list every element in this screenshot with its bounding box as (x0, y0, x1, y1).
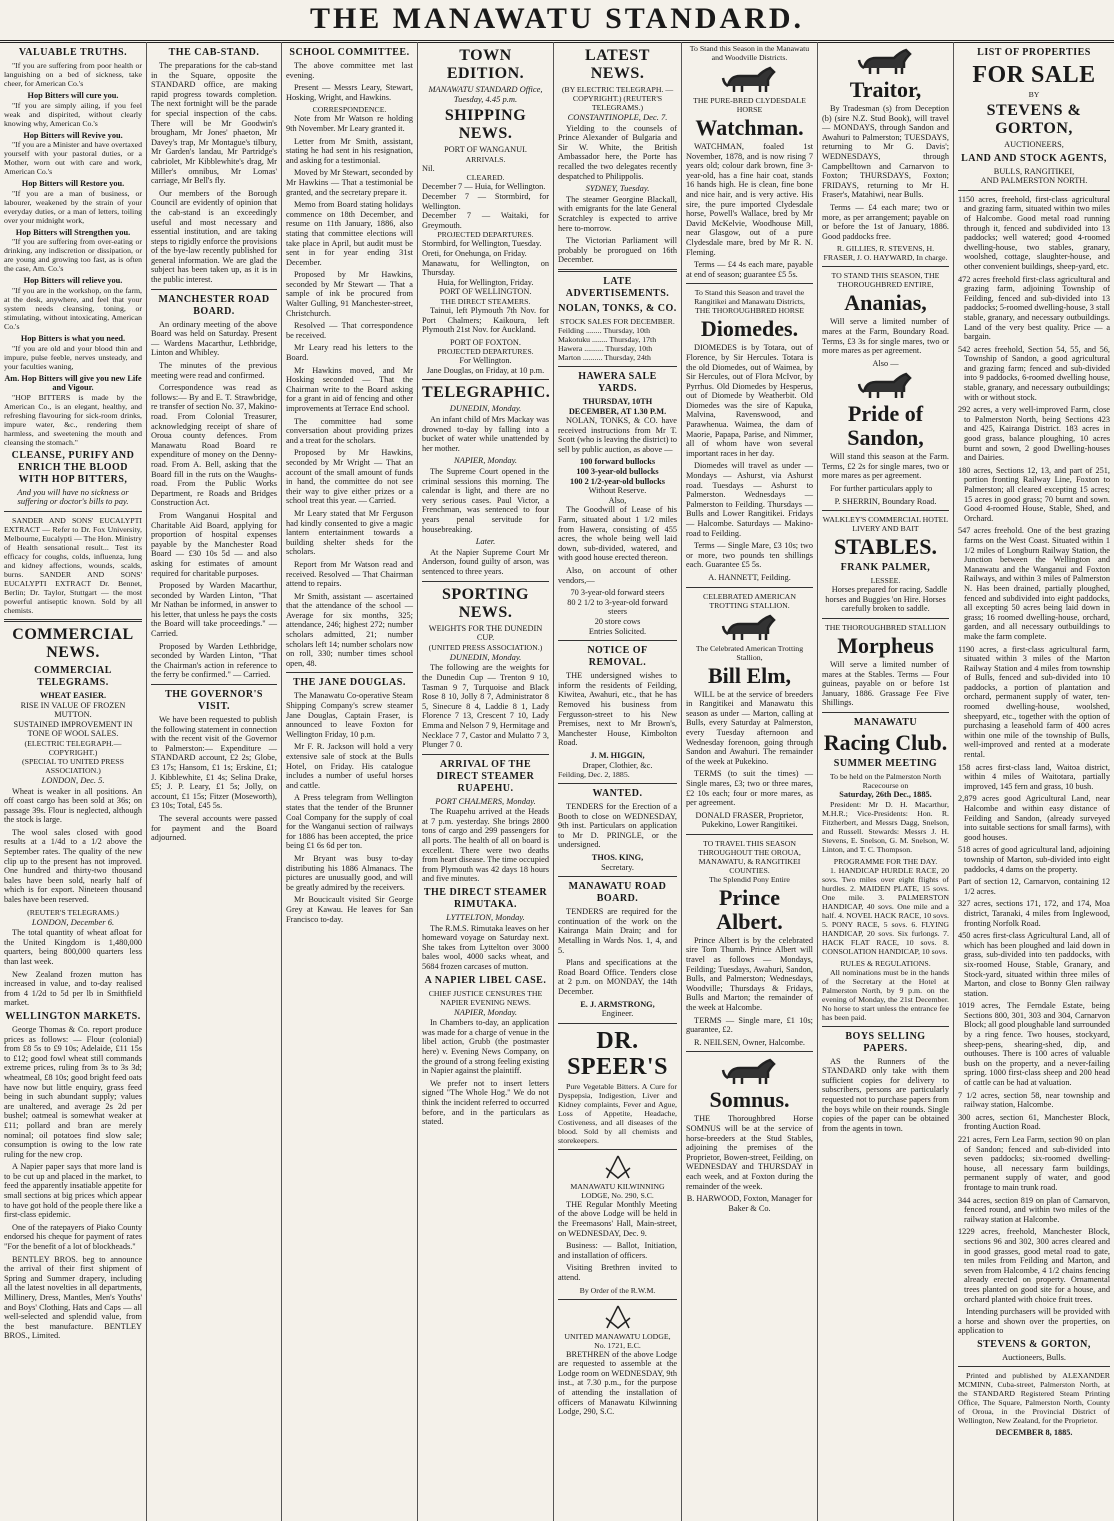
paragraph: Intending purchasers will be provided with a horse and shown over the properties, on application to (958, 1307, 1110, 1336)
horse-name-bill-elm: Bill Elm, (707, 662, 792, 688)
paragraph: Mr Bryant was busy to-day distributing his 1886 Almanacs. The pictures are unusually good, and will be greatly admired by the receivers. (286, 853, 413, 892)
paragraph: Letter from Mr Smith, assistant, stating he had sent in his resignation, and asking for a testimonial. (286, 136, 413, 165)
weights-dunedin-cup: WEIGHTS FOR THE DUNEDIN CUP. (428, 623, 543, 643)
paragraph: Prince Albert is by the celebrated sire Tom Thumb. Prince Albert will travel as follows — Mondays, Feilding; Tuesdays, Awahuri, Sandon, Bulls, and Palmerston; Wednesdays, Woodville; Thursdays & Fridays, Bulls and Marton; the remainder of the week at Halcombe. (686, 935, 813, 1013)
nil: Nil. (422, 163, 435, 173)
paragraph: TENDERS for the Erection of a Booth to close on WEDNESDAY, 9th inst. Particulars on application to Mr D. PRINGLE, or the undersigned. (558, 802, 677, 850)
lessee: LESSEE. (870, 576, 901, 586)
property-item: 1190 acres, a first-class agricultural farm, situated within 3 miles of the Marton Railway Station and 4 miles from township of Bulls, fenced and sub-divided into 10 paddocks, a portion of plantation and orchard, permanent supply of water, ten-roomed dwelling-house, woolshed, sheepyard, etc., together with the option of purchasing a leasehold farm of 400 acres within one mile of the township of Bulls, well-improved and rented at a moderate rental. (958, 644, 1110, 760)
column-3 (282, 42, 418, 1521)
property-item: 547 acres freehold. One of the best grazing farms on the West Coast. Situated within 1 1/2 miles of Longburn Railway Station, the Junction between the Wellington and Manawatu and the Wanganui and Foxton Railways, and within 3 miles of Palmerston N. Has been drained, partially ploughed, fenced and subdivided into eight paddocks, all excepting 50 acres being laid down in grass; 16 roomed dwelling-house, orchard, garden, and all necessary outbuildings to make the farm complete. (958, 526, 1110, 641)
cleared-3: December 7 — Waitaki, for Greymouth. (422, 211, 549, 230)
horse-icon (856, 370, 916, 400)
upa: (UNITED PRESS ASSOCIATION.) (428, 642, 543, 652)
dateline: LYTTELTON, Monday. (446, 912, 525, 923)
direct-steamers: THE DIRECT STEAMERS. (440, 296, 531, 306)
masonic-compass-icon (601, 1154, 635, 1180)
truth-heading: Am. Hop Bitters will give you new Life and Vigour. (4, 373, 142, 393)
signatories: R. GILLIES, R. STEVENS, H. FRASER, J. O. HAYWARD, In charge. (823, 244, 948, 263)
cleared-2: December 7 — Stormbird, for Wellington. (422, 191, 549, 211)
horse-name-morpheus: Morpheus (837, 633, 934, 659)
stevens-gorton: STEVENS & GORTON, (986, 102, 1082, 137)
heading-school-committee: SCHOOL COMMITTEE. (289, 47, 410, 58)
paragraph: TERMS — Single mare, £1 10s; guarantee, £2. (686, 1015, 813, 1035)
heading-manchester-road-board: MANCHESTER ROAD BOARD. (158, 293, 270, 317)
paragraph: Terms — £4 each mare; two or more, as per arrangement; payable on or before the 1st of January, 1886. Good paddocks free. (822, 202, 949, 241)
truth-text: "If you are suffering from over-eating or drinking, any indiscretion or dissipation, or are young and growing too fast, as is often the case, Am. Co.'s (4, 237, 142, 274)
by-order: By Order of the R.W.M. (579, 1285, 656, 1295)
clydesdale: THE PURE-BRED CLYDESDALE HORSE (693, 96, 806, 114)
property-item: 158 acres first-class land, Waitoa district, within 4 miles of Waitotara, partially improved, 145 fern and grass, 10 bush. (958, 762, 1110, 791)
dateline-london-2: LONDON, December 6. (31, 916, 115, 927)
property-item: 1229 acres, freehold, Manchester Block, sections 96 and 302, 300 acres cleared and in good grasses, good metal road to gate, ten miles from Feilding and Marton, and seven from Halcombe, 4 1/2 chains fencing already erected on property. Ornamental trees planted on good site for a house, and orchard planted with choice fruit trees. (958, 1227, 1110, 1304)
projected-departures: PROJECTED DEPARTURES. (437, 347, 534, 357)
paragraph: Visiting Brethren invited to attend. (558, 1263, 677, 1282)
horse-name-traitor: Traitor, (849, 77, 922, 102)
sherrin: P. SHERRIN, Boundary Road. (834, 496, 937, 506)
paragraph: Proposed by Warden Lethbridge, seconded by Warden Linton, "That the Chairman's action in reference to the ferry be confirmed." — Carried. (151, 641, 277, 680)
higgin-2: Draper, Clothier, &c. (582, 760, 653, 770)
hannet: A. HANNETT, Feilding. (708, 572, 791, 582)
paragraph: At the Napier Supreme Court Mr Anderson, found guilty of arson, was sentenced to three years. (422, 547, 549, 576)
paragraph: Mr Hawkins moved, and Mr Hosking seconded — That the Chairman write to the Board asking for a grant in aid of fencing and other improvements at Terrace End school. (286, 365, 413, 413)
column-4 (418, 42, 554, 1521)
paragraph: Business: — Ballot, Initiation, and installation of officers. (558, 1241, 677, 1260)
paragraph: Mr Smith, assistant — ascertained that the attendance of the school — Average for six months, 325; attendance, 246; highest 272; number scholars admitted, 21; number scholars left 14; number scholars now on roll, 330; number times school open, 48. (286, 591, 413, 668)
without-reserve: Without Reserve. (588, 486, 647, 496)
travel-season: TO TRAVEL THIS SEASON THROUGHOUT THE OROUA, MANAWATU, & RANGITIKEI COUNTIES. (698, 838, 801, 875)
dateline: CONSTANTINOPLE, Dec. 7. (567, 112, 668, 122)
bullocks: 100 forward bullocks (579, 457, 656, 467)
also: Also, (608, 495, 627, 505)
sustained-wool: SUSTAINED IMPROVEMENT IN TONE OF WOOL SALES. (13, 719, 133, 739)
heading-cleanse: CLEANSE, PURIFY AND ENRICH THE BLOOD WITH HOP BITTERS, (11, 449, 135, 485)
king: THOS. KING, (591, 853, 644, 863)
dateline: DUNEDIN, Monday. (449, 651, 522, 662)
paragraph: The Victorian Parliament will probably be prorogued on 16th December. (558, 236, 677, 265)
horse-icon (720, 64, 780, 94)
horse-name-prince-albert: Prince Albert. (716, 884, 783, 934)
steers: 70 3-year-old forward steers (570, 588, 665, 598)
palmerston: AND PALMERSTON NORTH. (980, 176, 1088, 186)
cleared: CLEARED. (466, 173, 505, 183)
paragraph: Tainui, left Plymouth 7th Nov. for Port Chalmers; Kaikoura, left Plymouth 21st Nov. for Auckland. (422, 305, 549, 335)
sale-line: Makotuku ........ Thursday, 17th (558, 334, 657, 344)
paragraph: The minutes of the previous meeting were read and confirmed. (151, 361, 277, 380)
sale-line: Marton .......... Thursday, 24th (558, 352, 651, 362)
property-item: 327 acres, sections 171, 172, and 174, Moa district, Taranaki, 4 miles from Inglewood, fronting Norfolk Road. (958, 899, 1110, 928)
paragraph: Plans and specifications at the Road Board Office. Tenders close at 2 p.m. on MONDAY, the 14th December. (558, 958, 677, 996)
property-item: Part of section 12, Carnarvon, containing 12 1/2 acres. (958, 877, 1110, 896)
frank-palmer: FRANK PALMER, (840, 562, 931, 574)
latest-sub: (BY ELECTRIC TELEGRAPH. — COPYRIGHT.) (REUTER'S TELEGRAMS.) (561, 85, 674, 112)
paragraph: The wool sales closed with good results at a 1/4d to a 1/2 above the September rates. The quality of the new clip up to the present has not improved. One hundred and thirty-two thousand bales have been sold, nearly half of which is for export. Nineteen thousand bales have been reserved. (4, 827, 142, 905)
paragraph: The total quantity of wheat afloat for the United Kingdom is 1,480,000 quarters, being 800,000 quarters less than last week. (4, 928, 142, 966)
heading-jane-douglas: THE JANE DOUGLAS. (293, 677, 406, 689)
paragraph: BENTLEY BROS. beg to announce the arrival of their first shipment of Spring and Summer drapery, including all the latest novelties in all departments, Millinery, Dress, Mantles, Men's Youths' and Boys' Clothing, Hats and Caps — all well-selected and splendid value, from the best manufacture. BENTLEY BROS., Limited. (4, 1254, 142, 1341)
heading-commercial-telegrams: COMMERCIAL TELEGRAMS. (34, 664, 112, 688)
truth-text: "If you are in the workshop, on the farm, at the desk, anywhere, and feel that your system needs cleansing, toning, or stimulating, without intoxicating, American Co.'s (4, 285, 142, 331)
truth-text: "If you are suffering from poor health or languishing on a bed of sickness, take cheer, for American Co.'s (4, 61, 142, 88)
held-on: To be held on the Palmerston North Racecourse on (829, 772, 942, 790)
heading-commercial-news: COMMERCIAL NEWS. (12, 625, 134, 661)
paragraph: Proposed by Warden Macarthur, seconded by Warden Linton, "That Mr Nathan be informed, in answer to his letter, that unless he pays the costs the Board will take proceedings." — Carried. (151, 581, 277, 639)
correspondence-label: CORRESPONDENCE. (312, 105, 387, 115)
property-item: 1150 acres, freehold, first-class agricultural and grazing farm, situated within two miles of Halcombe. Good metal road running through it, fenced and subdivided into 13 paddocks; well watered; good 4-roomed dwelling-house, two stables, granary, woolshed, cottage, slaughter-house, and other convenient buildings, sheep-yard, etc. (958, 194, 1110, 271)
celebrated: The Celebrated American Trotting Stallion, (695, 643, 804, 662)
property-item: 7 1/2 acres, section 58, near township and railway station, Halcombe. (958, 1090, 1110, 1110)
paragraph: WATCHMAN, foaled 1st November, 1878, and is now rising 7 years old; colour dark brown, fine 3-year-old, has a fine hair coat, stands 16 hands high. He is clean, fine bone and nice hair, and is very active. His sire, the pure imported Clydesdale horse, Powell's Wallace, bred by Mr David McKelvie, Woodhouse Mill, near Glasgow, out of a pure Clydesdale mare, bred by Mr R. N. Fleming. (686, 142, 813, 257)
stand-thoroughbred: TO STAND THIS SEASON, THE THOROUGHBRED ENTIRE, (831, 271, 940, 290)
paragraph: Also, on account of other vendors,— (558, 566, 677, 585)
stevens-gorton-footer: STEVENS & GORTON, (977, 1338, 1091, 1350)
paragraph: TERMS (to suit the times) — Single mares, £3; two or three mares, £2 10s each; four or more mares, as per agreement. (686, 769, 813, 808)
port-wanganui: PORT OF WANGANUI. (444, 145, 527, 155)
heading-cab-stand: THE CAB-STAND. (168, 47, 260, 58)
truth-heading: Hop Bitters will Revive you. (23, 130, 123, 140)
dateline: DUNEDIN, Monday. (449, 403, 522, 414)
paragraph: Diomedes will travel as under — Mondays — Ashurst, via Ashurst road. Tuesdays — Ashurst to Palmerston. Wednesdays — Palmerston to Feilding. Thursdays — Bulls and Lower Rangitikei. Fridays — Halcombe. Saturdays — Makino-road to Feilding. (686, 461, 813, 538)
cleared-1: December 7 — Huia, for Wellington. (422, 182, 546, 192)
heading-rimutaka: THE DIRECT STEAMER RIMUTAKA. (423, 887, 548, 911)
horse-name-diomedes: Diomedes. (700, 316, 799, 342)
proj-2: Oreti, for Onehunga, on Friday. (422, 248, 527, 258)
truth-heading: Hop Bitters will relieve you. (23, 276, 123, 286)
heading-governors-visit: THE GOVERNOR'S VISIT. (165, 689, 263, 713)
paragraph: For further particulars apply to (830, 484, 933, 494)
heading-wellington-markets: WELLINGTON MARKETS. (5, 1010, 141, 1022)
special-upa: (SPECIAL TO UNITED PRESS ASSOCIATION.) (22, 756, 124, 775)
paragraph: Proposed by Mr Hawkins, seconded by Mr Wright — That an account of the small amount of funds in hand, the committee do not see their way to give either prizes or a school treat this year. — Carried. (286, 448, 413, 506)
property-list (958, 195, 1110, 1304)
office-date: MANAWATU STANDARD Office, Tuesday, 4.45 p.m. (428, 84, 543, 104)
truth-heading: Hop Bitters is what you need. (20, 333, 126, 343)
paragraph: From Wanganui Hospital and Charitable Aid Board, applying for proportion of hospital expenses payable by the Manchester Road Board — £30 10s 5d — and also asking for estimates of amount required for charitable purposes. (151, 510, 277, 578)
higgin: J. M. HIGGIN, (590, 750, 645, 760)
paragraph: Present — Messrs Leary, Stewart, Hosking, Wright, and Hawkins. (286, 83, 413, 102)
paragraph: TENDERS are required for the continuation of the work on the Kairanga Main Drain; and for Metalling in Wards Nos. 1, 4, and 5. (558, 907, 677, 955)
property-item: 450 acres first-class Agricultural Land, all of which has been ploughed and laid down in grass, sub-divided into ten paddocks, with six-roomed House, Stable, Granary, and Stock-yard, situated within three miles of Marton, and close to Bonny Glen railway station. (958, 931, 1110, 998)
paragraph: The above committee met last evening. (286, 61, 413, 80)
property-item: 2,879 acres good Agricultural Land, near Halcombe and within easy distance of Feilding and Sandon, (already surveyed into suitable sections for small farms), with good houses. (958, 794, 1110, 842)
steers: 80 2 1/2 to 3-year-old forward steers (567, 597, 668, 617)
paragraph: The Supreme Court opened in the criminal sessions this morning. The calendar is light, and there are no very serious cases. Paul Victor, a Frenchman, was sentenced to four years penal servitude for housebreaking. (422, 467, 549, 534)
kilwinning-lodge: MANAWATU KILWINNING LODGE, No. 290, S.C. (570, 1181, 665, 1200)
horse-icon (720, 612, 780, 642)
paragraph: President: Mr D. H. Macarthur, M.H.R.; Vice-Presidents: Hon. R. Fitzherbert, and Messrs Dagg, Snelson, and Russell. Stewards: Messrs J. H. Stevens, E. Snelson, G. M. Snelson, W. Linton, and T. C. Thompson. (822, 799, 949, 854)
cows: 20 store cows (594, 616, 641, 626)
wanted: WANTED. (592, 788, 643, 800)
paragraph: In Chambers to-day, an application was made for a charge of venue in the libel action, Grubb (the postmaster here) v. Evening News Company, on the ground of a strong feeling existing in Napier against the plaintiff. (422, 1018, 549, 1076)
property-item: 542 acres freehold, Section 54, 55, and 56, Township of Sandon, a good agricultural and grazing farm; fenced and sub-divided into 9 paddocks, 6-roomed dwelling house, stable, granary, and necessary outbuildings; with or without stock. (958, 344, 1110, 402)
heading-arrival-ruapehu: ARRIVAL OF THE DIRECT STEAMER RUAPEHU. (436, 758, 535, 794)
dateline: PORT CHALMERS, Monday. (435, 795, 536, 806)
wheat-easier: WHEAT EASIER. (39, 690, 107, 700)
horse-name-somnus: Somnus. (709, 1087, 790, 1113)
paragraph: Our members of the Borough Council are evidently of opinion that the cab-stand is an exceedingly useful and most necessary and essential institution, and are taking steps to rigidly enforce the provisions of the bye-law recently published for general information. We are glad the subject has been taken up, as it is in the public interest. (151, 188, 277, 285)
proj-1: Stormbird, for Wellington, Tuesday. (422, 239, 542, 249)
entries-solicited: Entries Solicited. (588, 626, 647, 636)
paragraph: Moved by Mr Stewart, seconded by Mr Hawkins — That a testimonial be granted, and the secretary prepare it. (286, 168, 413, 197)
property-item: 1019 acres, The Ferndale Estate, being Sections 800, 301, 303 and 304, Carnarvon Block; all good ploughable land surrounded by a ring fence. Two houses, stockyard, sheep-pens, shearing-shed, dip, and outhouses. There is 100 acres of valuable bush on the property, and a never-failing spring. 1000 first-class sheep and 200 head of cattle can be had at valuation. (958, 1001, 1110, 1088)
paragraph: THE Thoroughbred Horse SOMNUS will be at the service of horse-breeders at the Stud Stables, adjoining the premises of the Proprietor, Bowen-street, Feilding, on WEDNESDAY and THURSDAY in each week, and at Foxton during the remainder of the week. (686, 1114, 813, 1191)
horse-name-ananias: Ananias, (844, 290, 927, 316)
sander-ad: SANDER AND SONS' EUCALYPTI EXTRACT — Refer to Dr. Fox University, Melbourne, Eucalypti — The Hon. Ministry of Health sensational result... Test its efficacy for coughs, colds, influenza, lung and kidney affections, wounds, scalds, burns. SANDER AND SONS' EUCALYPTI EXTRACT Dr. Bennet, Berlin; Dr. Taylor, Stuttgart — the most powerful antiseptic known. Sold by all chemists. (4, 515, 142, 615)
paragraph: Mr Boucicault visited Sir George Grey at Kawau. He leaves for San Francisco to-day. (286, 895, 413, 924)
horse-icon (856, 46, 916, 76)
paragraph: A Press telegram from Wellington states that the tender of the Brunner Coal Company for the supply of coal for the Wanganui section of railways for 1886 has been accepted, the price being £1 6s 6d per ton. (286, 793, 413, 851)
truth-text: "If you are a man of business, or labourer, weakened by the strain of your everyday duties, or a man of letters, toiling over your midnight work, (4, 188, 142, 225)
stock-sales: STOCK SALES FOR DECEMBER. (560, 316, 675, 326)
auctioneers: AUCTIONEERS, (1004, 140, 1064, 149)
jane-douglas-departure: Jane Douglas, on Friday, at 10 p.m. (426, 365, 545, 375)
dateline: SYDNEY, Tuesday. (585, 183, 650, 194)
heading-shipping-news: SHIPPING NEWS. (444, 107, 527, 143)
heading-late-ads: LATE ADVERTISEMENTS. (565, 275, 670, 299)
paragraph: Mr Leary stated that Mr Ferguson had kindly consented to give a magic lantern entertainment towards a building shelter sheds for the scholars. (286, 508, 413, 557)
paragraph: Report from Mr Watson read and received. Resolved — That Chairman attend to repairs. (286, 559, 413, 589)
horse-name-watchman: Watchman. (695, 115, 804, 140)
cleanse-sub: And you will have no sickness or suffering or doctor's bills to pay. (17, 486, 129, 507)
sale-line: Feilding ........ Thursday, 10th (558, 325, 651, 335)
column-1 (0, 42, 147, 1521)
stables-title: STABLES. (834, 534, 937, 560)
truth-heading: Hop Bitters will cure you. (27, 91, 119, 100)
dr-speers-text: Pure Vegetable Bitters. A Cure for Dyspepsia, Indigestion, Liver and Kidney complaints, Fever and Ague, Loss of Appetite, Headache, Costiveness, and all diseases of the blood. Sold by all chemists and storekeepers. (558, 1081, 677, 1145)
paragraph: The following are the weights for the Dunedin Cup — Trenton 9 10, Tasman 9 7, Turquoise and Black Rose 8 10, Jolly 8 7, Administrator 8 5, Sinecure 8 4, Laddie 8 1, Lady Florence 7 13, Crescent 7 10, Lady Emma and Nelson 7 9, Hermitage and Necklace 7 7, Castor and Mulatto 7 3, Plunger 7 0. (422, 663, 549, 750)
truth-text: "If you are old and your blood thin and impure, pulse feeble, nerves unsteady, and your faculties waning, (4, 343, 142, 371)
truth-text: "If you are a Minister and have overtaxed yourself with your pastoral duties, or a Mother, worn out with care and work, American Co.'s (4, 140, 142, 177)
stand-diomedes: To Stand this Season and travel the Rangitikei and Manawatu Districts, THE THOROUGHBRED HORSE (694, 288, 805, 316)
truth-text: "If you are simply ailing, if you feel weak and dispirited, without clearly knowing why, American Co.'s (4, 100, 142, 128)
paragraph: The Goodwill of Lease of his Farm, situated about 1 1/2 miles from Hawera, consisting of 455 acres, the whole being well laid down, sub-divided, watered, and with good house erected thereon. (558, 505, 677, 563)
projected: PROJECTED DEPARTURES. (437, 230, 534, 240)
thursday-date: THURSDAY, 10TH DECEMBER, AT 1.30 P.M. (568, 396, 667, 416)
dateline-london-1: LONDON, Dec. 5. (41, 774, 105, 785)
stand-season: To Stand this Season in the Manawatu and Woodville Districts. (689, 44, 810, 62)
rise-frozen-mutton: RISE IN VALUE OF FROZEN MUTTON. (20, 700, 126, 720)
property-item: 344 acres, section 819 on plan of Carnarvon, fenced round, and within two miles of the railway station at Halcombe. (958, 1195, 1110, 1224)
property-item: 472 acres freehold first-class agricultural and grazing farm, adjoining Township of Feilding, fenced and sub-divided into 13 paddocks; 5-roomed dwelling-house, 3 stall stable, granary, and necessary outbuildings. Land of the very best quality. Price — a bargain. (958, 274, 1110, 342)
heading-notice-removal: NOTICE OF REMOVAL. (587, 645, 648, 669)
paragraph: We have been requested to publish the following statement in connection with the recent visit of the Governor to Palmerston:— Expenditure — STANDARD account, £2 2s; Globe, £3 17s; Hansom, £1 1s; Erskine, £1; J. Kibblewhite, £1 4s; Selina Drake, £5; J. P. Leary, £1 5s; Jolly, on account, £1 15s; Fitzer (Moseworth), £3 10s; Total, £45 5s. (151, 715, 277, 811)
racing-club: Racing Club. (823, 730, 948, 755)
property-item: 180 acres, Sections 12, 13, and part of 251, portion fronting Railway Line, Foxton to Palmerston; all cleared excepting 15 acres; 15 acres in good grass; 70 burnt and sown. Good 4-roomed House, Stable, Shed, and Orchard. (958, 465, 1110, 523)
paragraph: THE Regular Monthly Meeting of the above Lodge will be held in the Freemasons' Hall, Main-street, on WEDNESDAY, Dec. 9. (558, 1199, 677, 1238)
paragraph: The preparations for the cab-stand in the Square, opposite the STANDARD office, are making rapid progress towards completion. The next fortnight will be the parade for special inspection of the cabs. There will be Mr Goodwin's brougham, Mr Jones' phaeton, Mr Davey's trap, Mr Montague's tilbury, Mr Garden's landau, Mr Partridge's cabriolet, Mr Kibblewhite's drag, Mr Miller's omnibus, Mr Lomas' carriage, Mr Bell's fly. (151, 61, 277, 186)
paragraph: Proposed by Mr Hawkins, seconded by Mr Stewart — That a sample of ink be procured from Walter Gulling, 91 Manchester-street, Christchurch. (286, 270, 413, 318)
sale-line: Hawera .......... Thursday, 10th (558, 343, 653, 353)
chief-justice: CHIEF JUSTICE CENSURES THE NAPIER EVENING NEWS. (428, 988, 543, 1007)
heading-valuable-truths: VALUABLE TRUTHS. (18, 47, 128, 58)
paragraph: THE undersigned wishes to inform the residents of Feilding, Kiwitea, Awahuri, etc., that he has Removed his business from Fergusson-street to his New Premises, next to Mr Brown's, Manchester House, Kimbolton Road. (558, 671, 677, 748)
auctioneers-bulls: Auctioneers, Bulls. (1002, 1352, 1066, 1362)
paragraph: Terms — £4 4s each mare, payable at end of season; guarantee £5 5s. (686, 260, 813, 279)
dateline: NAPIER, Monday. (453, 455, 518, 466)
paragraph: NOLAN, TONKS, & CO. have received instructions from Mr T. Scott (who is leaving the district) to sell by public auction, as above — (558, 416, 677, 454)
property-item: 518 acres of good agricultural land, adjoining township of Marton, sub-divided into eight paddocks, 4 dams on the property. (958, 845, 1110, 874)
paragraph: The several accounts were passed for payment and the Board adjourned. (151, 813, 277, 843)
armstrong: E. J. ARMSTRONG, (580, 999, 655, 1009)
paragraph: George Thomas & Co. report produce prices as follows: — Flour (colonial) from £8 5s to £9 10s; Adelaide, £11 15s to £12; good fowl wheat still commands extreme prices, ruling from 3s to 3s 3d; wheatmeal, £8 10s; good bright feed oats have now but little enquiry, grass feed being in such abundant supply; values are unaltered, and average 2s 2d per bushel; oatmeal is somewhat weaker at £11; pollard and bran are merely nominal; oil potatoes find slow sale; consumption is owing to the low rate ruling for the new crop. (4, 1024, 142, 1159)
paragraph: BRETHREN of the above Lodge are requested to assemble at the Lodge room on WEDNESDAY, 9th inst., at 7.30 p.m., for the purpose of attending the installation of officers of Manawatu Kilwinning Lodge, 290, S.C. (558, 1349, 677, 1417)
also: Also — (872, 358, 899, 368)
paragraph: Will stand this season at the Farm. Terms, £2 2s for single mares, two or more mares as per agreement. (822, 452, 949, 481)
electric-telegraph: (ELECTRIC TELEGRAPH.—COPYRIGHT.) (24, 738, 122, 757)
paragraph: The steamer Georgine Blackall, with emigrants for the late General Scratchley is expected to arrive here to-morrow. (558, 194, 677, 233)
property-item: 292 acres, a very well-improved Farm, close to Palmerston North, being Sections 423 and 425, Kairanga District. 183 acres in good grass, balance ploughing, 10 acres burnt and sown, 2 good Dwelling-houses and Dairies. (958, 405, 1110, 463)
programme: PROGRAMME FOR THE DAY. (833, 856, 938, 866)
paragraph: Will serve a limited number of mares at the Farm, Boundary Road. Terms, £3 3s for single mares, two or more mares as per agreement. (822, 317, 949, 356)
truth-heading: Hop Bitters will Restore you. (21, 179, 125, 189)
king-sec: Secretary. (601, 862, 634, 872)
manawatu: MANAWATU (853, 717, 918, 728)
imprint: Printed and published by ALEXANDER MCMINN, Cuba-street, Palmerston North, at the STANDARD Registered Steam Printing Office, The Square, Palmerston North, County of Oroua, in the Provincial District of Wellington, New Zealand, for the Proprietor. (958, 1371, 1110, 1426)
proj-4: Huia, for Wellington, Friday. (437, 277, 534, 287)
paragraph: Correspondence was read as follows:— By and E. T. Strawbridge, re transfer of section No. 37, Makino-road. From Colonial Treasurer, acknowledging receipt of share of Oroua county defences. From Manawatu Road Board re expenditure of money on the Denny-road. From A. Bell, asking that the Board fill in the ruts on the Waughs-road. From the Public Works Department, re Roads and Bridges Construction Act. (151, 383, 277, 508)
paragraph: The committee had some conversation about providing prizes and a treat for the scholars. (286, 416, 413, 445)
masonic-compass-icon (601, 1304, 635, 1330)
race-date: Saturday, 26th Dec., 1885. (839, 790, 932, 799)
paragraph: An ordinary meeting of the above Board was held on Saturday. Present — Wardens Macarthur, Lethbridge, Linton and Whibley. (151, 319, 277, 358)
harwood: B. HARWOOD, Foxton, Manager for Baker & Co. (686, 1194, 813, 1213)
united-lodge: UNITED MANAWATU LODGE, No. 1721, E.C. (564, 1331, 671, 1350)
paragraph: Resolved — That correspondence be received. (286, 321, 413, 340)
higgin-3: Feilding, Dec. 2, 1885. (558, 770, 630, 780)
column-8 (954, 42, 1114, 1521)
reuter: (REUTER'S TELEGRAMS.) (27, 907, 119, 917)
summer-meeting: SUMMER MEETING (833, 758, 938, 769)
paragraph: WILL be at the service of breeders in Rangitikei and Manawatu this season as under — Marton, calling at Bulls, every Saturday at Palmerston, every Tuesday afternoon and Wednesday forenoon, going through Sandon and Awahuri. The remainder of the week at Pukekino. (686, 689, 813, 766)
heading-manawatu-road-board: MANAWATU ROAD BOARD. (568, 881, 667, 905)
paragraph: 1. HANDICAP HURDLE RACE, 20 sovs. Two miles over eight flights of hurdles. 2. MAIDEN PLATE, 15 sovs. One mile. 3. PALMERSTON HANDICAP, 40 sovs. One mile and a half. 4. NOVEL HACK RACE, 10 sovs. 5. PONY RACE, 5 sovs. 6. FLYING HANDICAP, 20 sovs. Six furlongs. 7. HACK FLAT RACE, 10 sovs. 8. CONSOLATION HANDICAP, 10 sovs. (822, 865, 949, 956)
column-5 (554, 42, 682, 1521)
heading-sporting-news: SPORTING NEWS. (441, 585, 529, 621)
heading-latest-news: LATEST NEWS. (585, 47, 650, 82)
paragraph: Mr Leary read his letters to the Board. (286, 343, 413, 363)
heading-telegraphic: TELEGRAPHIC. (422, 384, 551, 402)
for-sale: FOR SALE (972, 62, 1096, 88)
later: Later. (475, 536, 496, 547)
for-wellington: For Wellington. (459, 356, 512, 366)
list-of-properties: LIST OF PROPERTIES (977, 47, 1091, 58)
property-item: 221 acres, Fern Lea Farm, section 90 on plan of Sandon; fenced and sub-divided into seven paddocks; six-roomed dwelling-house, all necessary farm buildings, permanent supply of water, and good frontage to main trunk road. (958, 1135, 1110, 1192)
truth-text: "HOP BITTERS is made by the American Co., is an elegant, healthy, and refreshing flavouring for sick-room drinks, impure water, &c., rendering them harmless, and sweetening the mouth and cleansing the stomach." (4, 392, 142, 447)
neilsen: R. NEILSEN, Owner, Halcombe. (694, 1037, 805, 1047)
paragraph: DIOMEDES is by Totara, out of Florence, by Sir Hercules. Totara is the old Diomedes, out of Waimea, by Sir Hercules, out of Flora McIvor, by Pyrrhus. Old Diomedes by Hesperus, out of Diomede by Weatherbit. Old Diomedes was the sire of Kapuka, Malvina, Ravenswood, and Parawhenua. Waimea, the dam of Maorie, Papapa, Parise, and Nimmer, all of whom have won several important races in her day. (686, 343, 813, 458)
column-2 (147, 42, 282, 1521)
port-wellington: PORT OF WELLINGTON. (439, 287, 532, 297)
truth-heading: Hop Bitters will Strengthen you. (15, 227, 131, 237)
paragraph: An infant child of Mrs Mackay was drowned to-day by falling into a bucket of water while unattended by her mother. (422, 415, 549, 453)
hawera-sale-yards: HAWERA SALE YARDS. (578, 370, 657, 394)
paragraph: Horses prepared for racing. Saddle horses and Buggies 'on Hire. Horses carefully broken to saddle. (825, 585, 948, 614)
nolan-tonks: NOLAN, TONKS, & CO. (558, 302, 677, 314)
heading-town-edition: TOWN EDITION. (446, 47, 525, 82)
paragraph: AS the Runners of the STANDARD only take with them sufficient copies for delivery to subscribers, persons are particularly requested not to purchase papers from the boys while on their rounds. Single copies of the paper can be obtained from the agents in town. (822, 1056, 949, 1133)
paragraph: Mr F. R. Jackson will hold a very extensive sale of stock at the Bulls Hotel, on Friday. His catalogue includes a number of useful horses and cattle. (286, 742, 413, 790)
by: BY (1028, 90, 1040, 99)
engineer: Engineer. (601, 1009, 634, 1019)
paragraph: New Zealand frozen mutton has increased in value, and to-day realised from 4 1/2d to 5d per lb in Smithfield market. (4, 969, 142, 1008)
proj-3: Manawatu, for Wellington, on Thursday. (422, 258, 549, 278)
paragraph: Terms — Single Mare, £3 10s; two or more, two pounds ten shillings each. Guarantee £5 5s. (686, 541, 813, 570)
paragraph: A Napier paper says that more land is to be cut up and placed in the market, to feed the apparently insatiable appetite for small sections at big prices which appear to have got hold of the people there like a first-class epidemic. (4, 1162, 143, 1220)
stallion: THE THOROUGHBRED STALLION (825, 623, 946, 633)
boys-selling: BOYS SELLING PAPERS. (845, 1030, 926, 1054)
bullocks: 100 3-year-old bullocks (576, 467, 659, 477)
column-6 (682, 42, 818, 1521)
land-stock-agents: LAND AND STOCK AGENTS, (961, 152, 1107, 164)
dateline: NAPIER, Monday. (453, 1006, 518, 1017)
paragraph: Memo from Board stating holidays commence on 18th December, and resume on 11th January, 1886, also stating that committee elections will take place in April, but audit must be sent in for year ending 31st December. (286, 200, 413, 267)
paragraph: One of the ratepayers of Piako County endorsed his cheque for payment of rates "For the benefit of a lot of blockheads." (4, 1222, 142, 1252)
truths-list (4, 61, 142, 447)
masthead (0, 0, 1114, 43)
property-item: 300 acres, section 61, Manchester Block, fronting Auction Road. (958, 1112, 1110, 1132)
american-trotting: CELEBRATED AMERICAN TROTTING STALLION. (703, 591, 796, 610)
rules: RULES & REGULATIONS. (840, 958, 931, 968)
paragraph: Yielding to the counsels of Prince Alexander of Bulgaria and Sir W. White, the British Ambassador here, the Porte has recalled the two delegates recently despatched to Philippolis. (558, 123, 677, 181)
port-foxton: PORT OF FOXTON. (450, 337, 521, 347)
bullocks: 100 2 1/2-year-old bullocks (570, 476, 665, 486)
fraser: DONALD FRASER, Proprietor, Pukekino, Lower Rangitikei. (695, 810, 804, 830)
horse-icon (720, 1056, 780, 1086)
paragraph: Wheat is weaker in all positions. An off coast cargo has been sold at 36s; on passage 39s. Flour is neglected, although the stock is large. (4, 786, 142, 825)
bulls: BULLS, RANGITIKEI, (993, 166, 1075, 176)
paragraph: We prefer not to insert letters signed "The Whole Hog." We do not think the incident referred to occurred before, and in the particulars as stated. (422, 1078, 549, 1127)
paragraph: The R.M.S. Rimutaka leaves on her homeward voyage on Saturday next. She takes from Lyttelton over 3000 bales wool, 4000 sacks wheat, and 5684 frozen carcases of mutton. (422, 923, 549, 971)
paragraph: All nominations must be in the hands of the Secretary at the Hotel at Palmerston North, by 9 p.m. on the evening of Monday, the 21st December. No horse to start unless the entrance fee has been paid. (822, 967, 949, 1022)
horse-name-pride-of-sandon: Pride of Sandon, (847, 401, 924, 451)
paragraph: The Ruapehu arrived at the Heads at 7 p.m. yesterday. She brings 2800 tons of cargo and 299 passengers for all ports. The health of all on board is excellent. There were two deaths from heart disease. The time occupied from Plymouth was 42 days 18 hours and five minutes. (422, 807, 549, 884)
newspaper-title: THE MANAWATU STANDARD. (309, 2, 805, 35)
paragraph: Note from Mr Watson re holding 9th November. Mr Leary granted it. (286, 114, 413, 133)
pony-entire: The Splendid Pony Entire (709, 874, 790, 884)
paragraph: The Manawatu Co-operative Steam Shipping Company's screw steamer Jane Douglas, Captain Fraser, is announced to leave Foxton for Wellington Friday, 10 p.m. (286, 691, 413, 739)
column-7 (818, 42, 954, 1521)
imprint-date: DECEMBER 8, 1885. (995, 1428, 1073, 1438)
paragraph: Will serve a limited number of mares at the Stables. Terms — Four guineas, payable on or before 1st January, 1886. Grassage Fee Five Shillings. (822, 660, 949, 708)
page-columns (0, 42, 1114, 1521)
walkley: WALKLEY'S COMMERCIAL HOTEL LIVERY AND BAIT (822, 515, 949, 534)
heading-napier-libel: A NAPIER LIBEL CASE. (424, 974, 547, 986)
paragraph: By Tradesman (s) from Deception (b) (sire N.Z. Stud Book), will travel — MONDAYS, through Sandon and Awahuri to Palmerston; TUESDAYS, returning to Mr G. Davis'; WEDNESDAYS, through Campbelltown and Carnarvon to Foxton; THURSDAYS, Foxton; FRIDAYS, returning to Mr H. Fraser's, Matahiwi, near Bulls. (822, 104, 949, 200)
heading-dr-speers: DR. SPEER'S (567, 1027, 668, 1080)
arrivals: ARRIVALS. (465, 154, 506, 164)
